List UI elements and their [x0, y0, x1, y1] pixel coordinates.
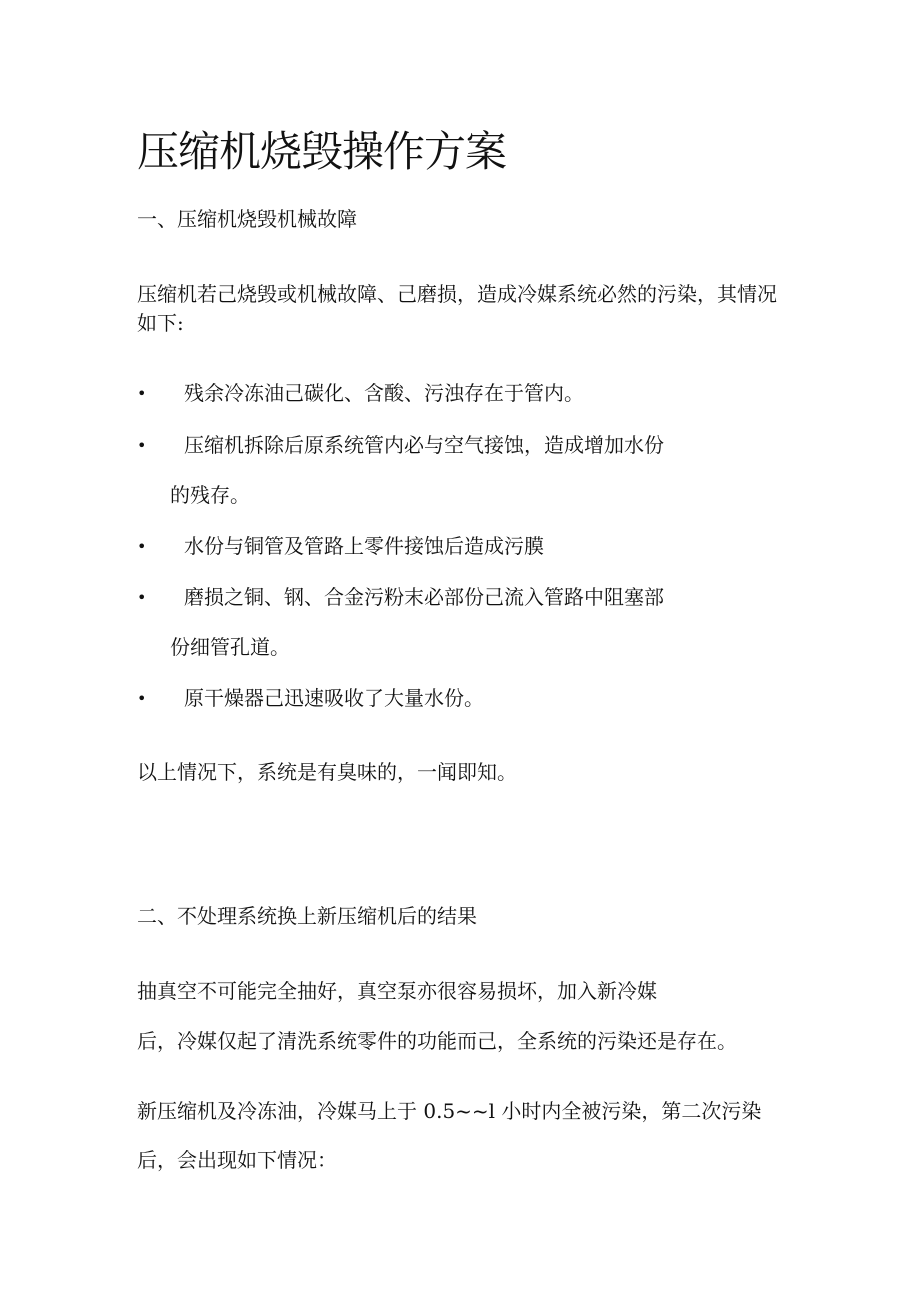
- section2-para2-line1: 新压缩机及冷冻油，冷媒马上于 0.5~~l 小时内全被污染，第二次污染: [137, 1099, 762, 1123]
- bullet-3-text: 水份与铜管及管路上零件接蚀后造成污膜: [184, 534, 544, 558]
- bullet-4-text-line2: 份细管孔道。: [170, 635, 290, 659]
- section1-intro-line1: 压缩机若己烧毁或机械故障、己磨损，造成冷媒系统必然的污染，其情况: [137, 282, 777, 306]
- bullet-4-text-line1: 磨损之铜、钢、合金污粉末必部份己流入管路中阻塞部: [184, 585, 664, 609]
- section2-heading: 二、不处理系统换上新压缩机后的结果: [137, 904, 477, 928]
- bullet-dot-5: •: [137, 689, 147, 708]
- section1-conclusion: 以上情况下，系统是有臭味的，一闻即知。: [137, 760, 517, 784]
- bullet-dot-1: •: [137, 384, 147, 403]
- bullet-dot-3: •: [137, 537, 147, 556]
- bullet-1-text: 残余冷冻油己碳化、含酸、污浊存在于管内。: [184, 381, 584, 405]
- bullet-2-text-line2: 的残存。: [170, 483, 250, 507]
- section2-para1-line2: 后，冷媒仅起了清洗系统零件的功能而己，全系统的污染还是存在。: [137, 1029, 737, 1053]
- bullet-2-text-line1: 压缩机拆除后原系统管内必与空气接蚀，造成增加水份: [184, 433, 664, 457]
- bullet-dot-4: •: [137, 588, 147, 607]
- section2-para2-line2: 后，会出现如下情况：: [137, 1148, 337, 1172]
- section1-heading: 一、压缩机烧毁机械故障: [137, 207, 357, 231]
- document-title: 压缩机烧毁操作方案: [137, 127, 507, 176]
- bullet-dot-2: •: [137, 436, 147, 455]
- section2-para1-line1: 抽真空不可能完全抽好，真空泵亦很容易损坏，加入新冷媒: [137, 979, 657, 1003]
- bullet-5-text: 原干燥器己迅速吸收了大量水份。: [184, 686, 484, 710]
- section1-intro-line2: 如下:: [137, 311, 184, 335]
